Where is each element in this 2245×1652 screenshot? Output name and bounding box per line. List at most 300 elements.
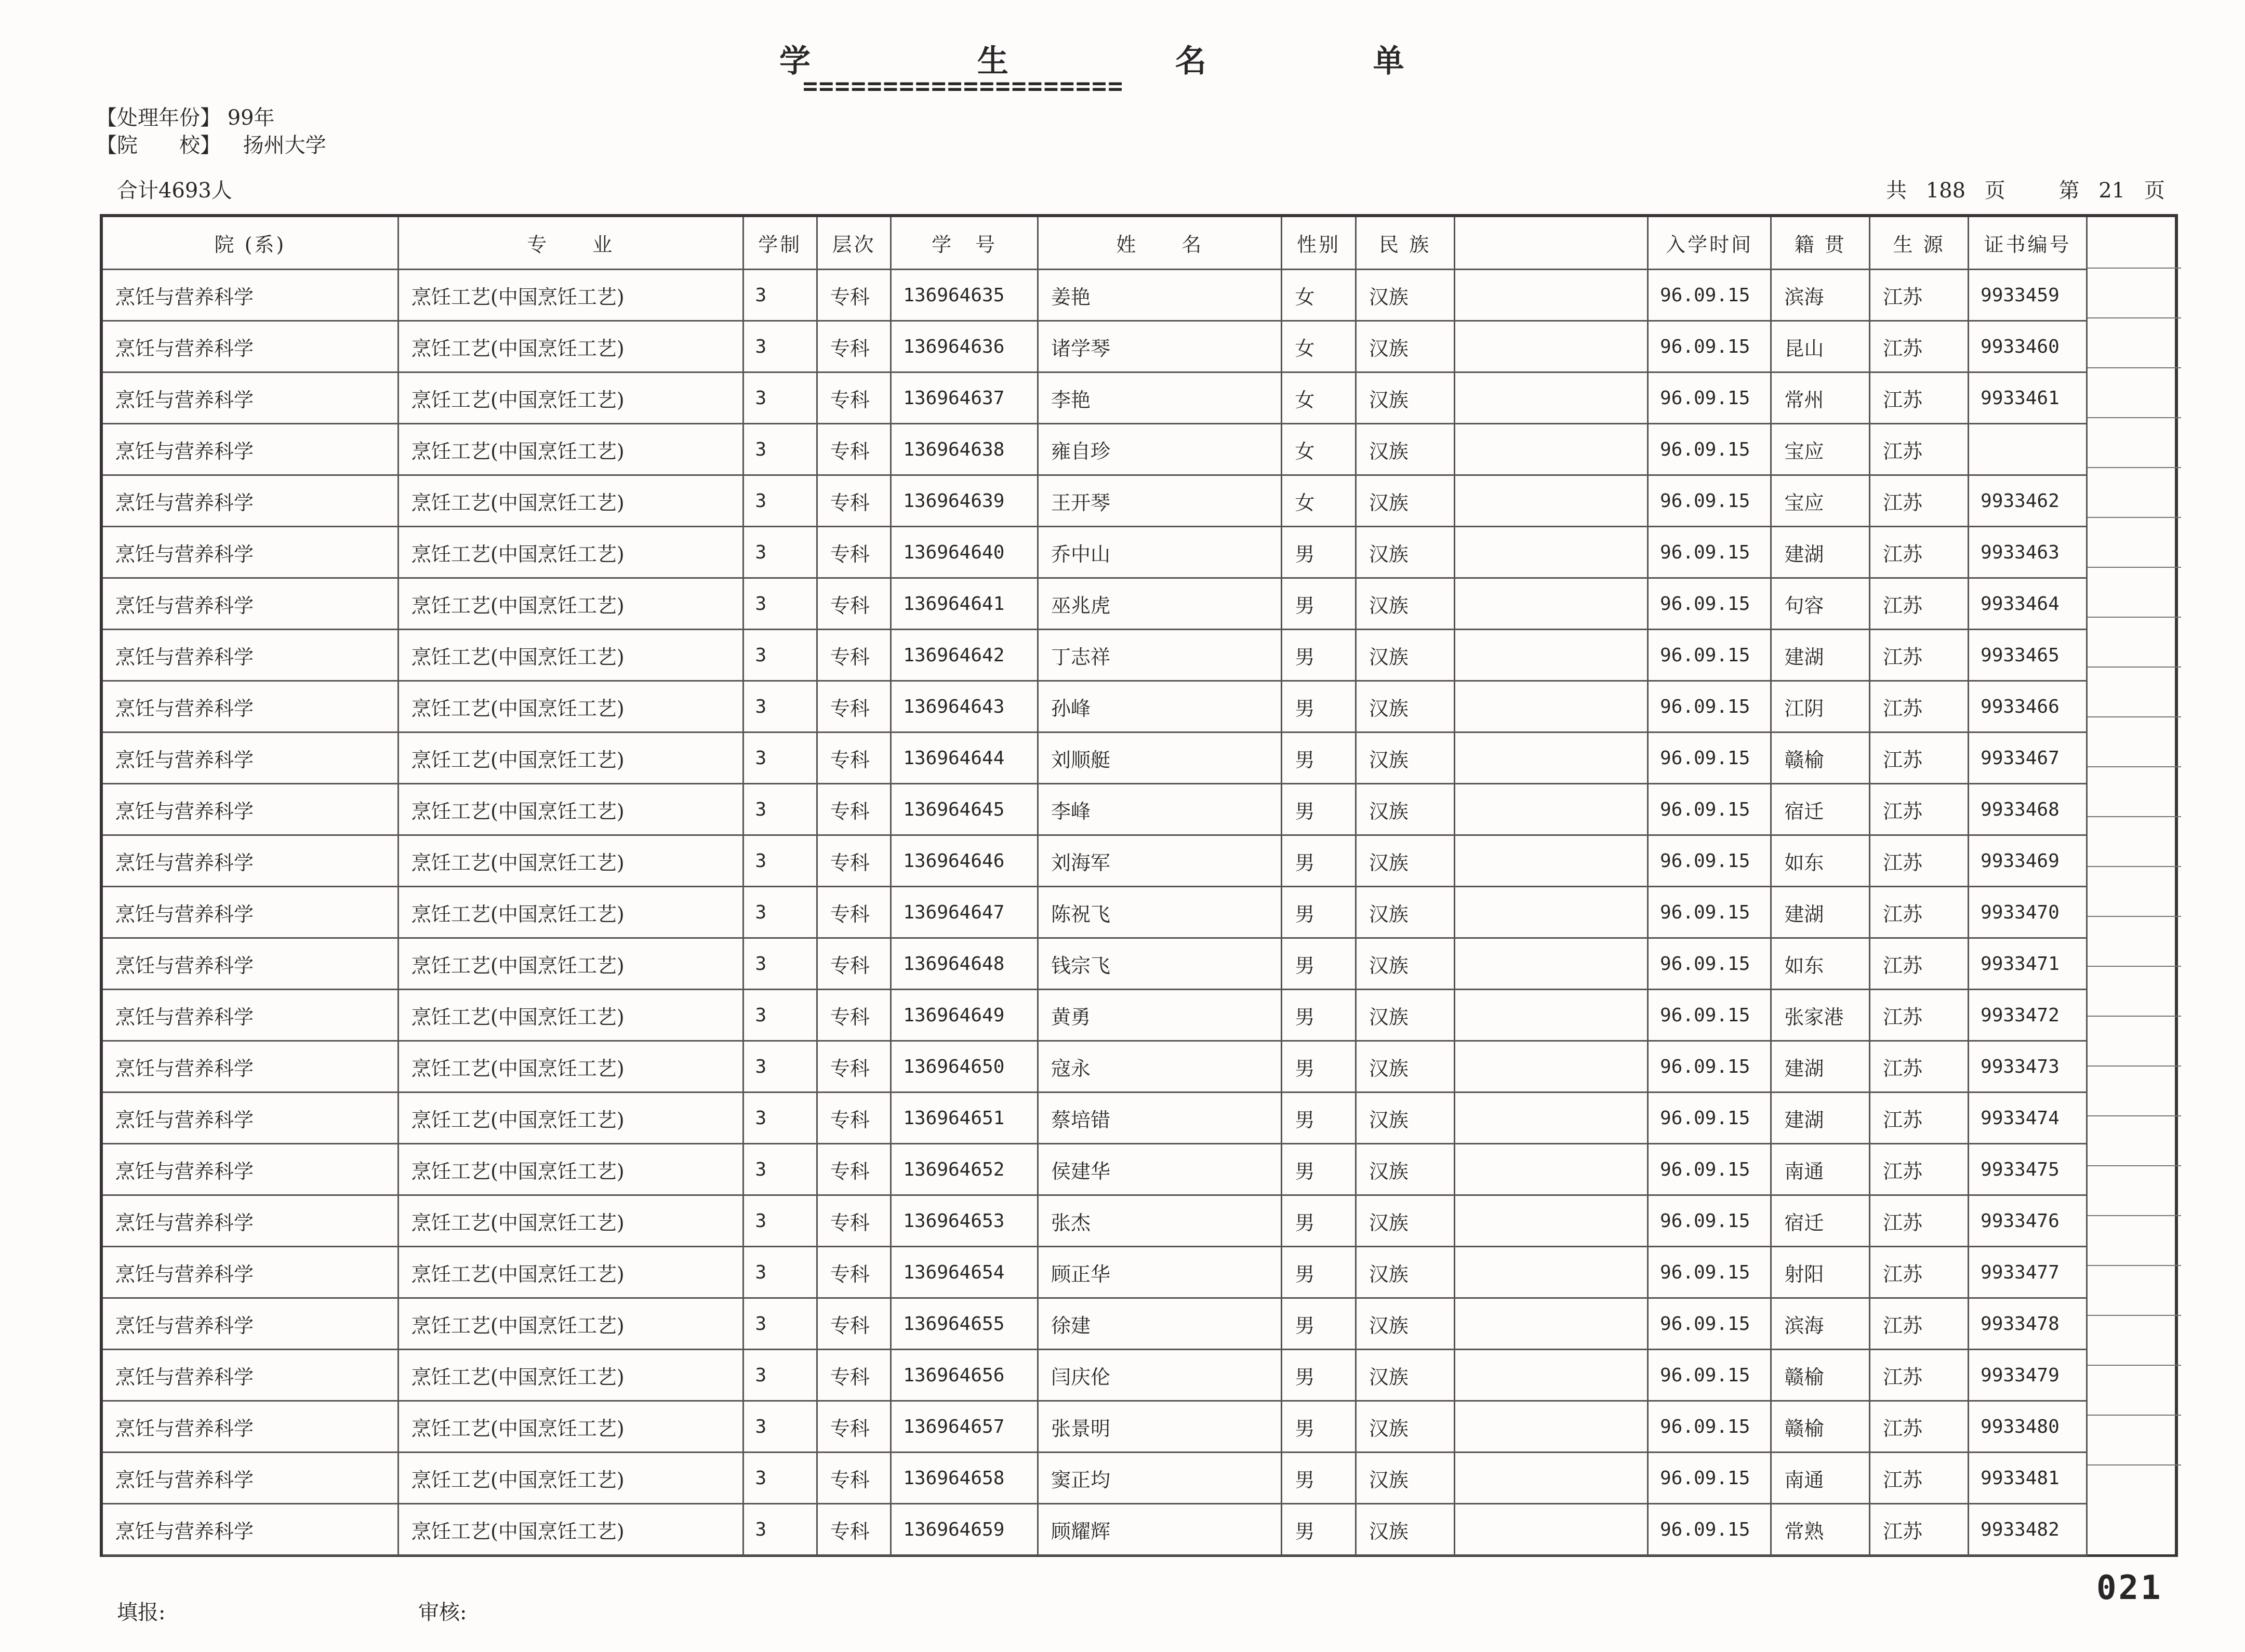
cell-native-place: 常州 [1771,372,1870,424]
cell-level: 专科 [817,784,891,835]
table-row [103,1401,2087,1453]
cell-enroll-date: 96.09.15 [1648,630,1771,681]
cell-name: 丁志祥 [1038,630,1282,681]
total-pages-suffix: 页 [1984,179,2005,203]
cell-ethnicity: 汉族 [1356,1453,1454,1504]
cell-name: 刘顺艇 [1038,732,1282,784]
cell-ethnicity: 汉族 [1356,1247,1454,1298]
cell-origin: 江苏 [1870,578,1969,630]
cell-blank [1454,475,1648,527]
cell-ethnicity: 汉族 [1356,527,1454,578]
table-row [103,835,2087,887]
cell-origin: 江苏 [1870,1195,1969,1247]
cell-certificate-no: 9933477 [1969,1247,2087,1298]
cell-native-place: 滨海 [1771,270,1870,321]
cell-certificate-no [1969,424,2087,475]
cell-duration: 3 [743,784,817,835]
cell-enroll-date: 96.09.15 [1648,1401,1771,1453]
cell-major: 烹饪工艺(中国烹饪工艺) [398,1247,743,1298]
cell-duration: 3 [743,630,817,681]
cell-blank [1454,1195,1648,1247]
cell-origin: 江苏 [1870,990,1969,1041]
table-row [103,1041,2087,1093]
cell-gender: 男 [1282,732,1356,784]
cell-enroll-date: 96.09.15 [1648,887,1771,938]
margin-tick [2088,417,2181,418]
cell-level: 专科 [817,1350,891,1401]
cell-origin: 江苏 [1870,270,1969,321]
cell-department: 烹饪与营养科学 [103,1093,398,1144]
cell-enroll-date: 96.09.15 [1648,1247,1771,1298]
cell-native-place: 赣榆 [1771,1401,1870,1453]
cell-name: 徐建 [1038,1298,1282,1350]
cell-origin: 江苏 [1870,1144,1969,1195]
cell-duration: 3 [743,424,817,475]
cell-gender: 男 [1282,1298,1356,1350]
cell-name: 黄勇 [1038,990,1282,1041]
cell-name: 顾正华 [1038,1247,1282,1298]
student-table-frame [100,214,2178,1557]
cell-blank [1454,784,1648,835]
cell-certificate-no: 9933478 [1969,1298,2087,1350]
table-row [103,1247,2087,1298]
table-header-row [103,217,2087,270]
cell-major: 烹饪工艺(中国烹饪工艺) [398,1041,743,1093]
margin-tick [2088,1065,2181,1067]
cell-native-place: 宝应 [1771,475,1870,527]
cell-blank [1454,424,1648,475]
table-row [103,630,2087,681]
cell-ethnicity: 汉族 [1356,990,1454,1041]
cell-gender: 男 [1282,1041,1356,1093]
cell-student-id: 136964651 [891,1093,1038,1144]
cell-ethnicity: 汉族 [1356,578,1454,630]
cell-student-id: 136964637 [891,372,1038,424]
cell-level: 专科 [817,475,891,527]
table-row [103,475,2087,527]
cell-gender: 女 [1282,372,1356,424]
cell-enroll-date: 96.09.15 [1648,475,1771,527]
cell-major: 烹饪工艺(中国烹饪工艺) [398,887,743,938]
cell-department: 烹饪与营养科学 [103,578,398,630]
cell-certificate-no: 9933467 [1969,732,2087,784]
total-pages: 188 [1925,179,1966,203]
cell-native-place: 昆山 [1771,321,1870,372]
cell-name: 王开琴 [1038,475,1282,527]
table-row [103,1350,2087,1401]
margin-tick [2088,1415,2181,1416]
cell-duration: 3 [743,887,817,938]
cell-certificate-no: 9933473 [1969,1041,2087,1093]
cell-duration: 3 [743,527,817,578]
table-row [103,321,2087,372]
cell-native-place: 句容 [1771,578,1870,630]
cell-enroll-date: 96.09.15 [1648,1298,1771,1350]
table-row [103,887,2087,938]
cell-native-place: 宿迁 [1771,784,1870,835]
table-row [103,1093,2087,1144]
cell-major: 烹饪工艺(中国烹饪工艺) [398,990,743,1041]
footer-review-label: 审核: [418,1601,467,1624]
margin-tick [2088,667,2181,668]
cell-certificate-no: 9933461 [1969,372,2087,424]
cell-origin: 江苏 [1870,1401,1969,1453]
cell-blank [1454,1298,1648,1350]
cell-gender: 女 [1282,321,1356,372]
cell-native-place: 赣榆 [1771,732,1870,784]
margin-tick [2088,268,2181,269]
cell-major: 烹饪工艺(中国烹饪工艺) [398,784,743,835]
cell-department: 烹饪与营养科学 [103,681,398,732]
cell-gender: 男 [1282,887,1356,938]
cell-ethnicity: 汉族 [1356,732,1454,784]
cell-native-place: 如东 [1771,938,1870,990]
table-row [103,784,2087,835]
meta-year [96,101,275,131]
cell-enroll-date: 96.09.15 [1648,1453,1771,1504]
cell-department: 烹饪与营养科学 [103,527,398,578]
cell-level: 专科 [817,1504,891,1555]
page-title: 学 生 名 单 [779,43,1482,79]
cell-level: 专科 [817,1298,891,1350]
cell-major: 烹饪工艺(中国烹饪工艺) [398,1298,743,1350]
cell-certificate-no: 9933482 [1969,1504,2087,1555]
cell-native-place: 张家港 [1771,990,1870,1041]
cell-native-place: 建湖 [1771,1041,1870,1093]
cell-department: 烹饪与营养科学 [103,1453,398,1504]
cell-enroll-date: 96.09.15 [1648,835,1771,887]
cell-certificate-no: 9933459 [1969,270,2087,321]
cell-major: 烹饪工艺(中国烹饪工艺) [398,424,743,475]
cell-student-id: 136964649 [891,990,1038,1041]
cell-duration: 3 [743,270,817,321]
cell-gender: 男 [1282,1504,1356,1555]
table-row [103,372,2087,424]
cell-enroll-date: 96.09.15 [1648,424,1771,475]
column-header-certificate-no: 证书编号 [1969,217,2087,270]
cell-origin: 江苏 [1870,887,1969,938]
cell-enroll-date: 96.09.15 [1648,938,1771,990]
cell-duration: 3 [743,990,817,1041]
total-count: 合计4693人 [117,179,232,203]
cell-student-id: 136964638 [891,424,1038,475]
cell-certificate-no: 9933462 [1969,475,2087,527]
cell-gender: 男 [1282,938,1356,990]
cell-name: 侯建华 [1038,1144,1282,1195]
cell-ethnicity: 汉族 [1356,1350,1454,1401]
cell-duration: 3 [743,681,817,732]
cell-name: 钱宗飞 [1038,938,1282,990]
cell-level: 专科 [817,1093,891,1144]
margin-tick [2088,1265,2181,1266]
cell-native-place: 射阳 [1771,1247,1870,1298]
margin-tick [2088,567,2181,568]
cell-blank [1454,372,1648,424]
cell-origin: 江苏 [1870,732,1969,784]
table-row [103,1144,2087,1195]
cell-department: 烹饪与营养科学 [103,1195,398,1247]
cell-major: 烹饪工艺(中国烹饪工艺) [398,938,743,990]
cell-student-id: 136964642 [891,630,1038,681]
column-header-enroll-date: 入学时间 [1648,217,1771,270]
cell-origin: 江苏 [1870,372,1969,424]
cell-origin: 江苏 [1870,784,1969,835]
cell-department: 烹饪与营养科学 [103,887,398,938]
cell-native-place: 建湖 [1771,887,1870,938]
cell-name: 巫兆虎 [1038,578,1282,630]
cell-department: 烹饪与营养科学 [103,835,398,887]
cell-department: 烹饪与营养科学 [103,1350,398,1401]
cell-blank [1454,321,1648,372]
cell-ethnicity: 汉族 [1356,887,1454,938]
cell-ethnicity: 汉族 [1356,321,1454,372]
cell-student-id: 136964636 [891,321,1038,372]
cell-major: 烹饪工艺(中国烹饪工艺) [398,1093,743,1144]
cell-ethnicity: 汉族 [1356,1504,1454,1555]
cell-name: 孙峰 [1038,681,1282,732]
cell-ethnicity: 汉族 [1356,630,1454,681]
cell-major: 烹饪工艺(中国烹饪工艺) [398,1350,743,1401]
cell-department: 烹饪与营养科学 [103,270,398,321]
cell-origin: 江苏 [1870,1504,1969,1555]
cell-name: 诸学琴 [1038,321,1282,372]
table-row [103,527,2087,578]
meta-year-value: 99年 [227,106,275,130]
cell-name: 陈祝飞 [1038,887,1282,938]
cell-certificate-no: 9933463 [1969,527,2087,578]
cell-origin: 江苏 [1870,1298,1969,1350]
cell-blank [1454,681,1648,732]
cell-duration: 3 [743,321,817,372]
cell-blank [1454,527,1648,578]
column-header-name: 姓 名 [1038,217,1282,270]
column-header-level: 层次 [817,217,891,270]
cell-ethnicity: 汉族 [1356,938,1454,990]
cell-blank [1454,1401,1648,1453]
cell-gender: 男 [1282,681,1356,732]
cell-name: 雍自珍 [1038,424,1282,475]
footer-fill-label: 填报: [117,1601,166,1624]
cell-level: 专科 [817,681,891,732]
cell-ethnicity: 汉族 [1356,784,1454,835]
cell-blank [1454,270,1648,321]
cell-blank [1454,1247,1648,1298]
cell-student-id: 136964645 [891,784,1038,835]
margin-tick [2088,467,2181,468]
cell-ethnicity: 汉族 [1356,1401,1454,1453]
cell-blank [1454,1453,1648,1504]
cell-student-id: 136964640 [891,527,1038,578]
cell-blank [1454,938,1648,990]
cell-enroll-date: 96.09.15 [1648,784,1771,835]
cell-major: 烹饪工艺(中国烹饪工艺) [398,1401,743,1453]
cell-major: 烹饪工艺(中国烹饪工艺) [398,681,743,732]
cell-student-id: 136964648 [891,938,1038,990]
cell-gender: 男 [1282,527,1356,578]
table-row [103,1504,2087,1555]
cell-ethnicity: 汉族 [1356,1195,1454,1247]
cell-origin: 江苏 [1870,527,1969,578]
page-info [1886,174,2165,204]
cell-level: 专科 [817,732,891,784]
cell-level: 专科 [817,887,891,938]
cell-department: 烹饪与营养科学 [103,784,398,835]
cell-duration: 3 [743,835,817,887]
cell-name: 刘海军 [1038,835,1282,887]
cell-enroll-date: 96.09.15 [1648,372,1771,424]
column-header-blank [1454,217,1648,270]
cell-certificate-no: 9933476 [1969,1195,2087,1247]
cell-origin: 江苏 [1870,938,1969,990]
cell-name: 乔中山 [1038,527,1282,578]
meta-school-value: 扬州大学 [243,134,326,157]
cell-enroll-date: 96.09.15 [1648,578,1771,630]
cell-ethnicity: 汉族 [1356,270,1454,321]
cell-ethnicity: 汉族 [1356,1093,1454,1144]
cell-level: 专科 [817,1453,891,1504]
cell-student-id: 136964643 [891,681,1038,732]
cell-duration: 3 [743,1041,817,1093]
cell-duration: 3 [743,1504,817,1555]
cell-major: 烹饪工艺(中国烹饪工艺) [398,1504,743,1555]
cell-gender: 男 [1282,990,1356,1041]
cell-certificate-no: 9933470 [1969,887,2087,938]
cell-origin: 江苏 [1870,1247,1969,1298]
cell-student-id: 136964658 [891,1453,1038,1504]
cell-duration: 3 [743,938,817,990]
column-header-department: 院 (系) [103,217,398,270]
cell-gender: 女 [1282,424,1356,475]
cell-student-id: 136964635 [891,270,1038,321]
cell-level: 专科 [817,938,891,990]
cell-major: 烹饪工艺(中国烹饪工艺) [398,475,743,527]
cell-certificate-no: 9933468 [1969,784,2087,835]
cell-student-id: 136964656 [891,1350,1038,1401]
cell-gender: 男 [1282,835,1356,887]
cell-department: 烹饪与营养科学 [103,938,398,990]
margin-tick [2088,866,2181,867]
table-row [103,681,2087,732]
cell-gender: 男 [1282,1093,1356,1144]
cell-ethnicity: 汉族 [1356,1298,1454,1350]
margin-tick [2088,617,2181,618]
cell-ethnicity: 汉族 [1356,1041,1454,1093]
margin-tick [2088,916,2181,917]
cell-certificate-no: 9933471 [1969,938,2087,990]
cell-name: 张杰 [1038,1195,1282,1247]
cell-gender: 男 [1282,1350,1356,1401]
cell-major: 烹饪工艺(中国烹饪工艺) [398,372,743,424]
cell-origin: 江苏 [1870,475,1969,527]
cell-duration: 3 [743,1453,817,1504]
page-code: 021 [2096,1569,2163,1607]
cell-department: 烹饪与营养科学 [103,1144,398,1195]
cell-gender: 男 [1282,1453,1356,1504]
column-header-gender: 性别 [1282,217,1356,270]
margin-tick [2088,367,2181,368]
cell-department: 烹饪与营养科学 [103,1041,398,1093]
column-header-ethnicity: 民 族 [1356,217,1454,270]
student-table [103,217,2088,1556]
cell-blank [1454,630,1648,681]
cell-student-id: 136964653 [891,1195,1038,1247]
cell-level: 专科 [817,578,891,630]
cell-department: 烹饪与营养科学 [103,630,398,681]
cell-student-id: 136964650 [891,1041,1038,1093]
column-header-origin: 生 源 [1870,217,1969,270]
cell-duration: 3 [743,1350,817,1401]
cell-name: 李艳 [1038,372,1282,424]
cell-department: 烹饪与营养科学 [103,475,398,527]
cell-student-id: 136964659 [891,1504,1038,1555]
cell-duration: 3 [743,1144,817,1195]
cell-major: 烹饪工艺(中国烹饪工艺) [398,732,743,784]
cell-name: 窦正均 [1038,1453,1282,1504]
cell-department: 烹饪与营养科学 [103,1401,398,1453]
cell-gender: 男 [1282,784,1356,835]
margin-tick [2088,1315,2181,1316]
cell-gender: 男 [1282,1401,1356,1453]
cell-native-place: 滨海 [1771,1298,1870,1350]
cell-department: 烹饪与营养科学 [103,372,398,424]
cell-ethnicity: 汉族 [1356,372,1454,424]
cell-name: 张景明 [1038,1401,1282,1453]
cell-level: 专科 [817,1195,891,1247]
cell-origin: 江苏 [1870,1350,1969,1401]
cell-native-place: 建湖 [1771,1093,1870,1144]
cell-enroll-date: 96.09.15 [1648,270,1771,321]
cell-name: 闫庆伦 [1038,1350,1282,1401]
page-number-suffix: 页 [2144,179,2165,203]
cell-native-place: 江阴 [1771,681,1870,732]
cell-enroll-date: 96.09.15 [1648,1144,1771,1195]
cell-major: 烹饪工艺(中国烹饪工艺) [398,835,743,887]
total-pages-prefix: 共 [1886,179,1907,203]
cell-department: 烹饪与营养科学 [103,1298,398,1350]
cell-name: 顾耀辉 [1038,1504,1282,1555]
cell-gender: 男 [1282,1144,1356,1195]
cell-native-place: 宝应 [1771,424,1870,475]
table-body [103,270,2087,1555]
cell-certificate-no: 9933479 [1969,1350,2087,1401]
cell-duration: 3 [743,1247,817,1298]
cell-level: 专科 [817,1041,891,1093]
cell-student-id: 136964641 [891,578,1038,630]
cell-duration: 3 [743,578,817,630]
cell-gender: 女 [1282,270,1356,321]
cell-student-id: 136964657 [891,1401,1038,1453]
cell-enroll-date: 96.09.15 [1648,1195,1771,1247]
cell-certificate-no: 9933474 [1969,1093,2087,1144]
cell-enroll-date: 96.09.15 [1648,1093,1771,1144]
cell-ethnicity: 汉族 [1356,835,1454,887]
cell-name: 寇永 [1038,1041,1282,1093]
cell-duration: 3 [743,1298,817,1350]
margin-tick [2088,1464,2181,1466]
meta-year-label: 【处理年份】 [96,106,221,130]
cell-ethnicity: 汉族 [1356,681,1454,732]
cell-ethnicity: 汉族 [1356,475,1454,527]
cell-name: 蔡培错 [1038,1093,1282,1144]
cell-blank [1454,990,1648,1041]
cell-name: 李峰 [1038,784,1282,835]
cell-department: 烹饪与营养科学 [103,732,398,784]
cell-level: 专科 [817,270,891,321]
cell-department: 烹饪与营养科学 [103,990,398,1041]
cell-native-place: 如东 [1771,835,1870,887]
table-row [103,1298,2087,1350]
cell-certificate-no: 9933469 [1969,835,2087,887]
